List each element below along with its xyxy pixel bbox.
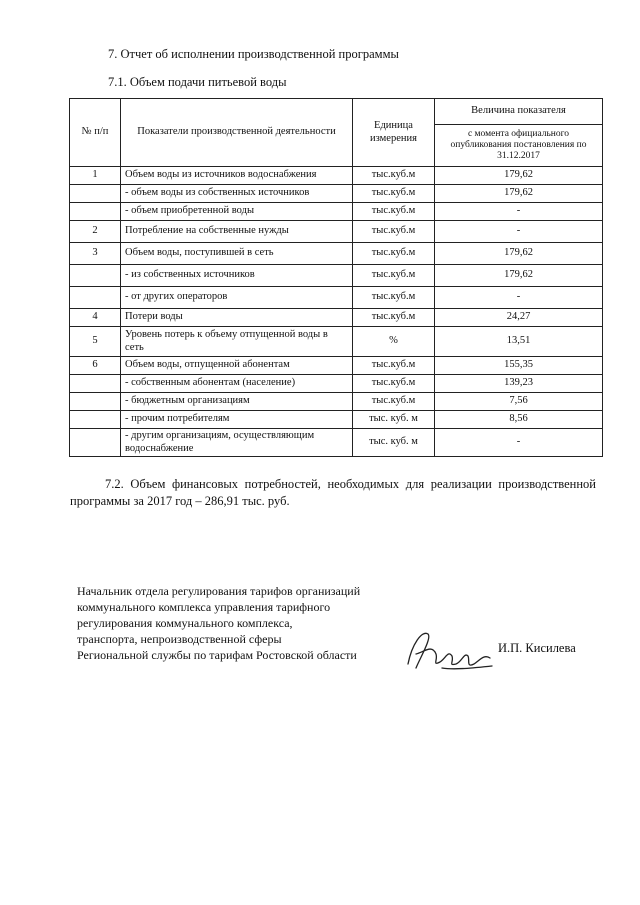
row-unit: тыс.куб.м bbox=[353, 221, 435, 243]
row-value: 179,62 bbox=[435, 265, 603, 287]
row-unit: тыс.куб.м bbox=[353, 287, 435, 309]
row-unit: % bbox=[353, 327, 435, 357]
row-number bbox=[70, 203, 121, 221]
table-row bbox=[70, 393, 603, 411]
row-value: 179,62 bbox=[435, 243, 603, 265]
row-unit: тыс.куб.м bbox=[353, 167, 435, 185]
table-row bbox=[70, 327, 603, 357]
row-value: 179,62 bbox=[435, 185, 603, 203]
row-indicator: - из собственных источников bbox=[121, 265, 353, 287]
row-number bbox=[70, 393, 121, 411]
row-indicator: Потребление на собственные нужды bbox=[121, 221, 353, 243]
row-indicator: Уровень потерь к объему отпущенной воды в сеть bbox=[121, 327, 353, 357]
table-row bbox=[70, 265, 603, 287]
row-indicator: Потери воды bbox=[121, 309, 353, 327]
header-num: № п/п bbox=[70, 99, 121, 167]
row-indicator: - другим организациям, осуществляющим водоснабжение bbox=[121, 429, 353, 457]
signatory-title-line: Начальник отдела регулирования тарифов организаций bbox=[77, 584, 361, 598]
row-number bbox=[70, 287, 121, 309]
handwritten-signature bbox=[402, 624, 494, 674]
row-unit: тыс. куб. м bbox=[353, 429, 435, 457]
row-indicator: - бюджетным организациям bbox=[121, 393, 353, 411]
row-number bbox=[70, 185, 121, 203]
row-number bbox=[70, 411, 121, 429]
row-indicator: - объем воды из собственных источников bbox=[121, 185, 353, 203]
row-number: 5 bbox=[70, 327, 121, 357]
water-supply-table bbox=[69, 98, 603, 457]
row-indicator: Объем воды, отпущенной абонентам bbox=[121, 357, 353, 375]
row-number: 4 bbox=[70, 309, 121, 327]
row-unit: тыс.куб.м bbox=[353, 243, 435, 265]
table-body bbox=[70, 167, 603, 457]
header-value-group: Величина показателя bbox=[435, 99, 603, 125]
row-number bbox=[70, 265, 121, 287]
row-number: 3 bbox=[70, 243, 121, 265]
row-value: - bbox=[435, 221, 603, 243]
header-unit: Единица измерения bbox=[353, 99, 435, 167]
row-unit: тыс.куб.м bbox=[353, 185, 435, 203]
table-row bbox=[70, 375, 603, 393]
table-row bbox=[70, 287, 603, 309]
header-indicator: Показатели производственной деятельности bbox=[121, 99, 353, 167]
table-row bbox=[70, 203, 603, 221]
signatory-title-line: Региональной службы по тарифам Ростовской области bbox=[77, 647, 357, 662]
section-7-1-heading: 7.1. Объем подачи питьевой воды bbox=[108, 75, 287, 89]
section-7-heading: 7. Отчет об исполнении производственной программы bbox=[108, 47, 399, 61]
row-number: 2 bbox=[70, 221, 121, 243]
row-indicator: - прочим потребителям bbox=[121, 411, 353, 429]
financial-needs-paragraph: 7.2. Объем финансовых потребностей, необходимых для реализации производственной программы за 2017 год – 286,91 тыс. руб. bbox=[70, 477, 596, 508]
row-value: 7,56 bbox=[435, 393, 603, 411]
row-unit: тыс.куб.м bbox=[353, 309, 435, 327]
row-number bbox=[70, 429, 121, 457]
header-value-sub: с момента официального опубликования постановления по 31.12.2017 bbox=[435, 125, 603, 167]
row-value: 8,56 bbox=[435, 411, 603, 429]
row-unit: тыс.куб.м bbox=[353, 357, 435, 375]
row-number: 6 bbox=[70, 357, 121, 375]
row-value: 13,51 bbox=[435, 327, 603, 357]
signatory-title-line: регулирования коммунального комплекса, bbox=[77, 615, 293, 630]
row-number: 1 bbox=[70, 167, 121, 185]
row-indicator: Объем воды, поступившей в сеть bbox=[121, 243, 353, 265]
table-row bbox=[70, 167, 603, 185]
row-number bbox=[70, 375, 121, 393]
row-indicator: - объем приобретенной воды bbox=[121, 203, 353, 221]
row-indicator: Объем воды из источников водоснабжения bbox=[121, 167, 353, 185]
table-row bbox=[70, 185, 603, 203]
row-value: - bbox=[435, 203, 603, 221]
row-unit: тыс.куб.м bbox=[353, 203, 435, 221]
row-value: 139,23 bbox=[435, 375, 603, 393]
row-value: 24,27 bbox=[435, 309, 603, 327]
table-row bbox=[70, 411, 603, 429]
row-indicator: - собственным абонентам (население) bbox=[121, 375, 353, 393]
signatory-title-line: транспорта, непроизводственной сферы bbox=[77, 631, 282, 646]
row-value: 179,62 bbox=[435, 167, 603, 185]
table-row bbox=[70, 309, 603, 327]
row-value: - bbox=[435, 429, 603, 457]
row-indicator: - от других операторов bbox=[121, 287, 353, 309]
table-row bbox=[70, 429, 603, 457]
signatory-name: И.П. Кисилева bbox=[498, 641, 576, 655]
row-unit: тыс. куб. м bbox=[353, 411, 435, 429]
signatory-title bbox=[77, 584, 360, 664]
row-unit: тыс.куб.м bbox=[353, 393, 435, 411]
table-row bbox=[70, 221, 603, 243]
signatory-title-line: коммунального комплекса управления тарифного bbox=[77, 599, 331, 614]
row-unit: тыс.куб.м bbox=[353, 265, 435, 287]
row-unit: тыс.куб.м bbox=[353, 375, 435, 393]
row-value: 155,35 bbox=[435, 357, 603, 375]
row-value: - bbox=[435, 287, 603, 309]
table-row bbox=[70, 243, 603, 265]
table-row bbox=[70, 357, 603, 375]
